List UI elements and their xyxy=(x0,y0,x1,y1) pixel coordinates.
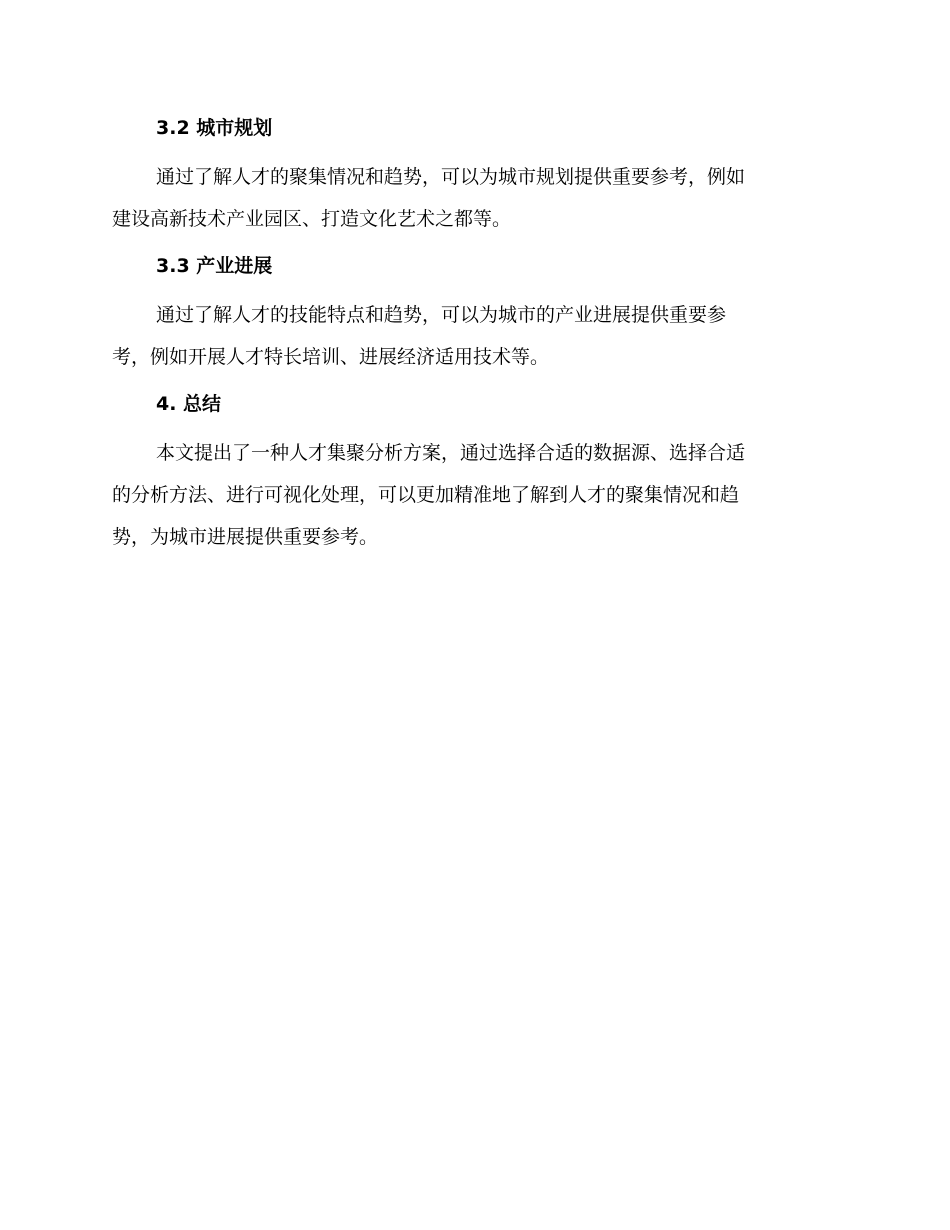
document-body xyxy=(112,112,832,568)
section-3-2 xyxy=(112,112,832,240)
paragraph-line: 考，例如开展人才特长培训、进展经济适用技术等。 xyxy=(112,346,550,368)
section-4 xyxy=(112,388,832,558)
section-heading: 4. 总结 xyxy=(156,393,222,415)
section-paragraph xyxy=(112,156,832,240)
paragraph-line: 通过了解人才的技能特点和趋势，可以为城市的产业进展提供重要参 xyxy=(156,304,727,326)
section-heading: 3.3 产业进展 xyxy=(156,255,273,277)
section-heading: 3.2 城市规划 xyxy=(156,117,273,139)
paragraph-line: 通过了解人才的聚集情况和趋势，可以为城市规划提供重要参考，例如 xyxy=(156,166,746,188)
paragraph-line: 势，为城市进展提供重要参考。 xyxy=(112,526,379,548)
paragraph-line: 的分析方法、进行可视化处理，可以更加精准地了解到人才的聚集情况和趋 xyxy=(112,484,740,506)
paragraph-line: 建设高新技术产业园区、打造文化艺术之都等。 xyxy=(112,208,512,230)
section-3-3 xyxy=(112,250,832,378)
section-paragraph xyxy=(112,294,832,378)
section-paragraph xyxy=(112,432,832,558)
paragraph-line: 本文提出了一种人才集聚分析方案，通过选择合适的数据源、选择合适 xyxy=(156,442,746,464)
